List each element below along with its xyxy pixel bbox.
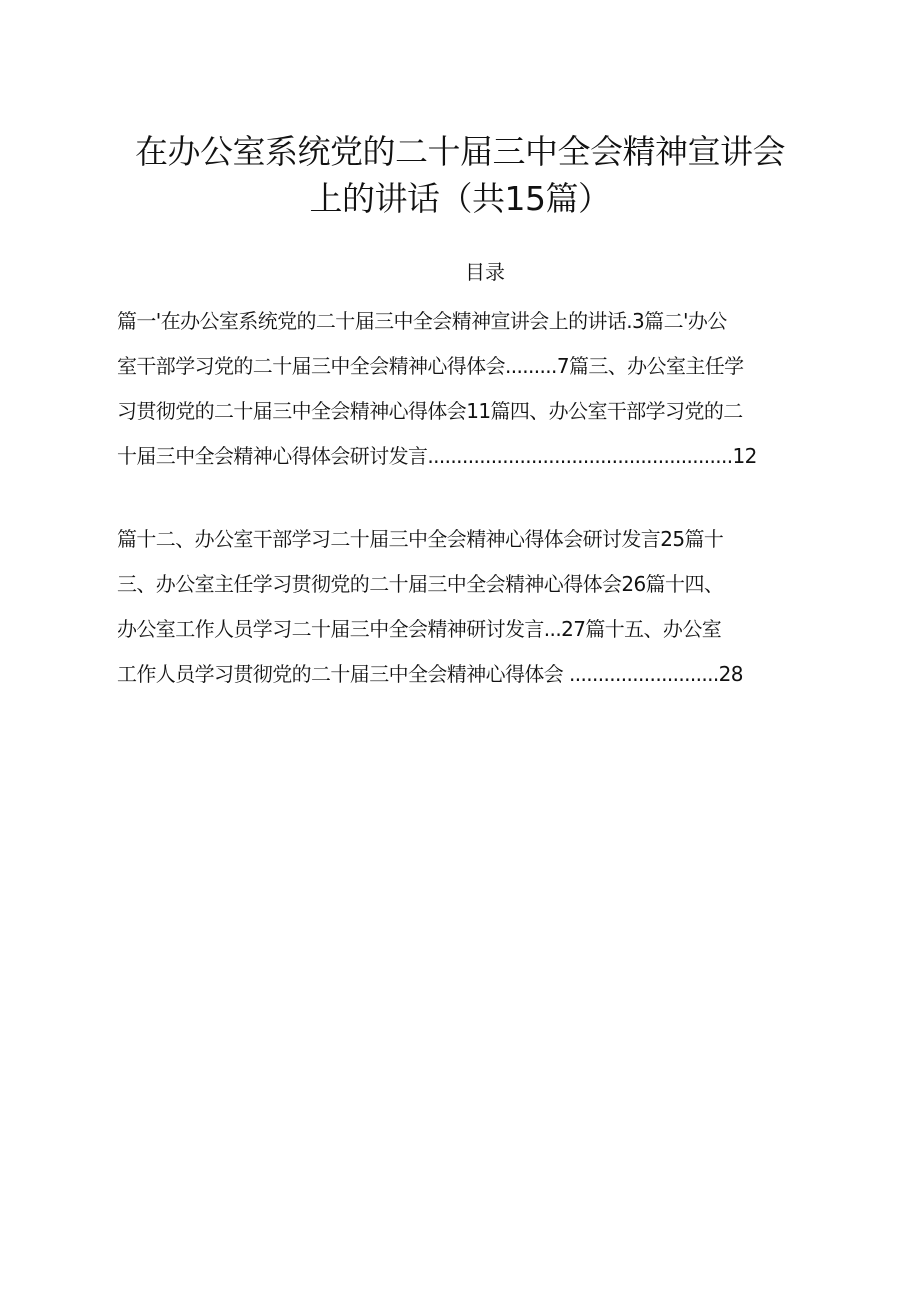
title-line-1: 在办公室系统党的二十届三中全会精神宣讲会 [135, 132, 785, 171]
title-line-2: 上的讲话（共15篇） [309, 179, 611, 218]
document-title [60, 128, 860, 222]
toc-line: 篇一'在办公室系统党的二十届三中全会精神宣讲会上的讲话.3篇二'办公 [117, 309, 727, 333]
toc-paragraph [117, 517, 857, 697]
toc-line: 篇十二、办公室干部学习二十届三中全会精神心得体会研讨发言25篇十 [117, 527, 724, 551]
toc-line: 十届三中全会精神心得体会研讨发言.....................................................12 [117, 444, 757, 468]
toc-line: 办公室工作人员学习二十届三中全会精神研讨发言...27篇十五、办公室 [117, 617, 722, 641]
toc-heading: 目录 [465, 260, 505, 284]
toc-line: 三、办公室主任学习贯彻党的二十届三中全会精神心得体会26篇十四、 [117, 572, 724, 596]
toc-paragraph [117, 299, 857, 479]
toc-line: 工作人员学习贯彻党的二十届三中全会精神心得体会 ..........................28 [117, 662, 743, 686]
toc-line: 室干部学习党的二十届三中全会精神心得体会.........7篇三、办公室主任学 [117, 354, 744, 378]
toc-line: 习贯彻党的二十届三中全会精神心得体会11篇四、办公室干部学习党的二 [117, 399, 743, 423]
